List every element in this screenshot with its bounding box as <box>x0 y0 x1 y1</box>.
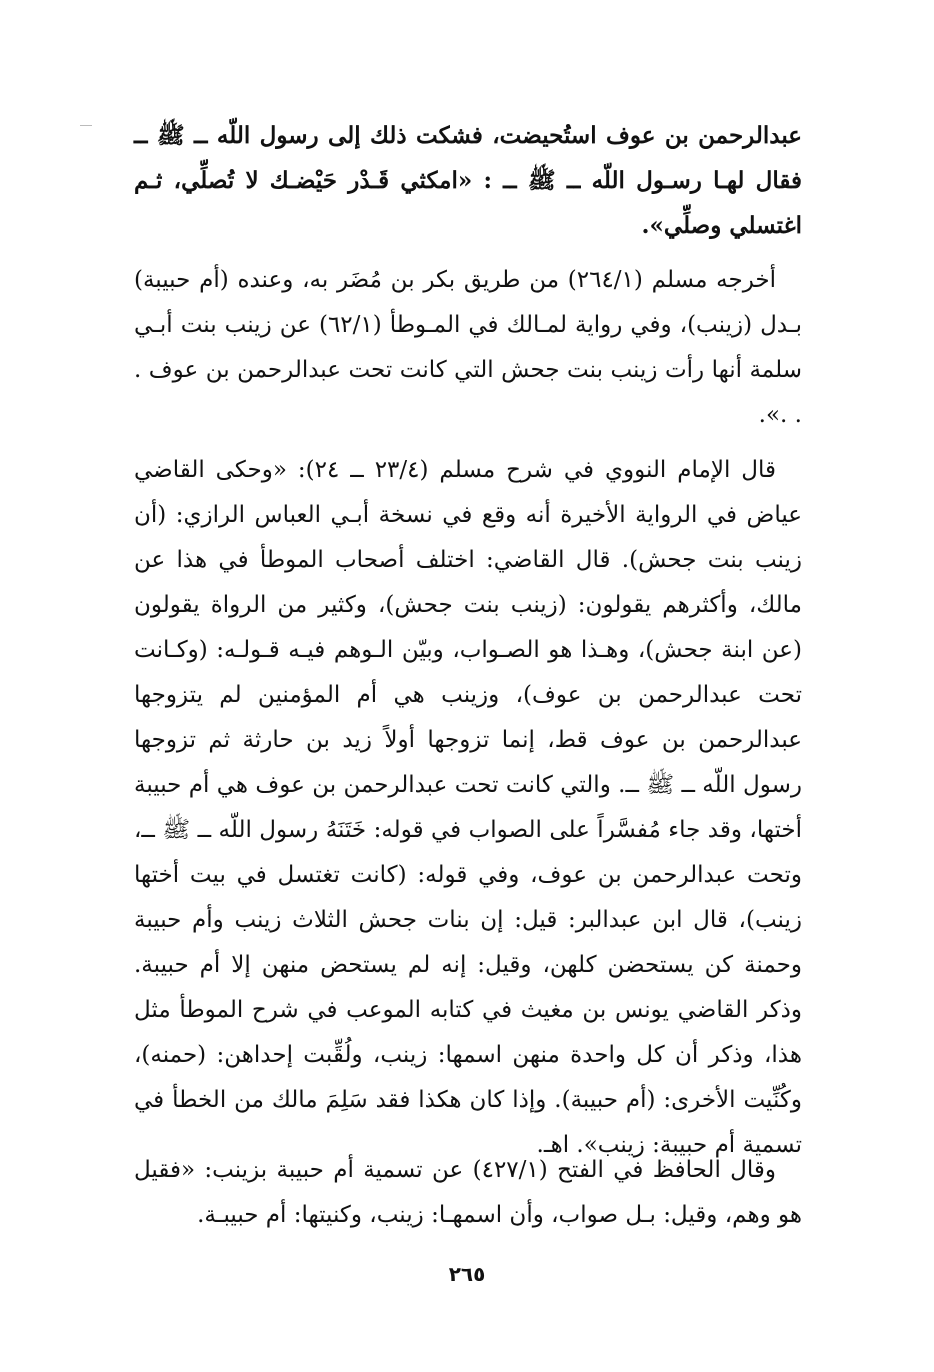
hafiz-commentary-block <box>134 1148 802 1238</box>
margin-mark <box>80 125 92 126</box>
hafiz-commentary-paragraph: وقال الحافظ في الفتح (٤٢٧/١) عن تسمية أم حبيبة بزينب: «فقيل هو وهم، وقيل: بـل صواب، وأن اسمهـا: زينب، وكنيتها: أم حبيبـة. <box>134 1157 802 1228</box>
hadith-paragraph: عبدالرحمن بن عوف استُحيضت، فشكت ذلك إلى رسول اللّه ــ ﷺ ــ فقال لهـا رسـول اللّه ــ ﷺ ــ : «امكثي قَـدْر حَيْضـك لا تُصلِّي، ثـم اغتسلي وصلِّي». <box>134 122 802 239</box>
takhrij-paragraph: أخرجه مسلم (٢٦٤/١) من طريق بكر بن مُضَر به، وعنده (أم حبيبة) بـدل (زينب)، وفي رواية لمـالك في المـوطأ (٦٢/١) عن زينب بنت أبـي سلمة أنها رأت زينب بنت جحش التي كانت تحت عبدالرحمن بن عوف . . .». <box>134 267 803 428</box>
page-number: ٢٦٥ <box>448 1262 486 1286</box>
hadith-text-block <box>134 113 802 248</box>
nawawi-commentary-block <box>134 448 802 1168</box>
nawawi-commentary-paragraph: قال الإمام النووي في شرح مسلم (٢٣/٤ ــ ٢٤): «وحكى القاضي عياض في الرواية الأخيرة أنه وقع في نسخة أبـي العباس الرازي: (أن زينب بنت جحش). قال القاضي: اختلف أصحاب الموطأ في هذا عن مالك، وأكثرهم يقولون: (زينب بنت جحش)، وكثير من الرواة يقولون (عن ابنة جحش)، وهـذا هو الصـواب، وبيّن الـوهم فيـه قـولـه: (وكـانت تحت عبدالرحمن بن عوف)، وزينب هي أم المؤمنين لم يتزوجها عبدالرحمن بن عوف قط، إنما تزوجها أولاً زيد بن حارثة ثم تزوجها رسول اللّه ــ ﷺ ــ. والتي كانت تحت عبدالرحمن بن عوف هي أم حبيبة أختها، وقد جاء مُفسَّراً على الصواب في قوله: خَتَنَهُ رسول اللّه ــ ﷺ ــ، وتحت عبدالرحمن بن عوف، وفي قوله: (كانت تغتسل في بيت أختها زينب)، قال ابن عبدالبر: قيل: إن بنات جحش الثلاث زينب وأم حبيبة وحمنة كن يستحضن كلهن، وقيل: إنه لم يستحض منهن إلا أم حبيبة. وذكر القاضي يونس بن مغيث في كتابه الموعب في شرح الموطأ مثل هذا، وذكر أن كل واحدة منهن اسمها: زينب، ولُقِّبت إحداهن: (حمنه)، وكُنِّيت الأخرى: (أم حبيبة). وإذا كان هكذا فقد سَلِمَ مالك من الخطأ في تسمية أم حبيبة: زينب». اهـ. <box>134 457 802 1158</box>
takhrij-text-block <box>134 258 802 438</box>
